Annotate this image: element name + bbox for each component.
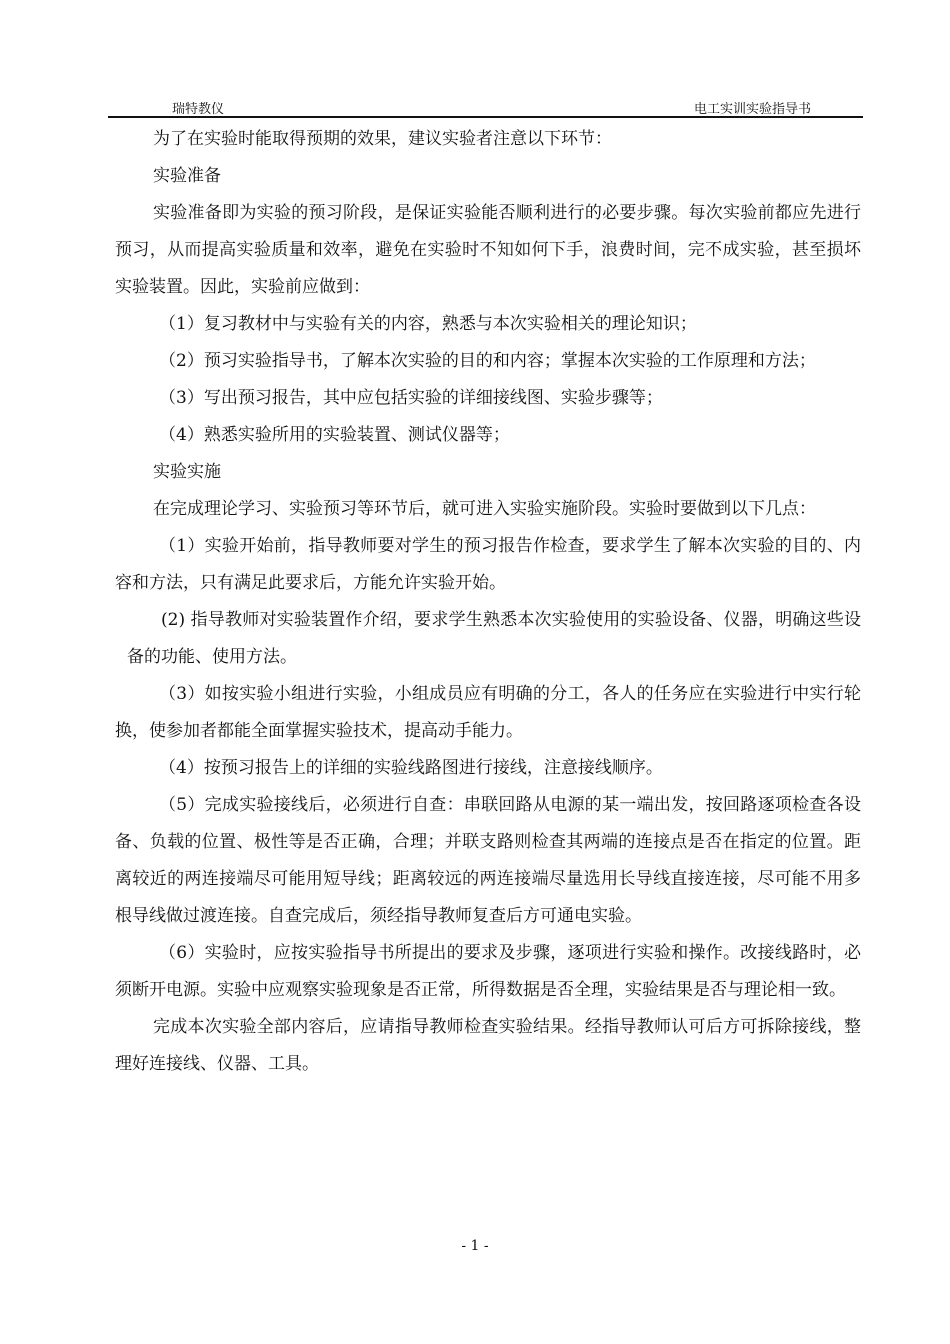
- preparation-item-4: （4）熟悉实验所用的实验装置、测试仪器等；: [159, 425, 510, 445]
- header-publisher: 瑞特教仪: [172, 102, 225, 117]
- header-document-title: 电工实训实验指导书: [693, 102, 811, 117]
- implementation-item-2: (2) 指导教师对实验装置作介绍，要求学生熟悉本次实验使用的实验设备、仪器，明确这些设备的功能、使用方法。: [127, 610, 861, 667]
- implementation-item-4: （4）按预习报告上的详细的实验线路图进行接线，注意接线顺序。: [159, 758, 663, 778]
- section-heading-preparation: 实验准备: [153, 166, 221, 186]
- preparation-item-1: （1）复习教材中与实验有关的内容，熟悉与本次实验相关的理论知识；: [159, 314, 697, 334]
- closing-paragraph: 完成本次实验全部内容后，应请指导教师检查实验结果。经指导教师认可后方可拆除接线，整理好连接线、仪器、工具。: [115, 1017, 861, 1074]
- preparation-item-3: （3）写出预习报告，其中应包括实验的详细接线图、实验步骤等；: [159, 388, 663, 408]
- page-header: [108, 96, 863, 118]
- implementation-paragraph: 在完成理论学习、实验预习等环节后，就可进入实验实施阶段。实验时要做到以下几点：: [153, 499, 816, 519]
- body-text: [115, 121, 861, 1083]
- section-heading-implementation: 实验实施: [153, 462, 221, 482]
- implementation-item-3: （3）如按实验小组进行实验，小组成员应有明确的分工，各人的任务应在实验进行中实行轮换，使参加者都能全面掌握实验技术，提高动手能力。: [115, 684, 861, 741]
- intro-paragraph: 为了在实验时能取得预期的效果，建议实验者注意以下环节：: [153, 129, 612, 149]
- implementation-item-6: （6）实验时，应按实验指导书所提出的要求及步骤，逐项进行实验和操作。改接线路时，必须断开电源。实验中应观察实验现象是否正常，所得数据是否全理，实验结果是否与理论相一致。: [115, 943, 861, 1000]
- implementation-item-1: （1）实验开始前，指导教师要对学生的预习报告作检查，要求学生了解本次实验的目的、内容和方法，只有满足此要求后，方能允许实验开始。: [115, 536, 861, 593]
- preparation-item-2: （2）预习实验指导书，了解本次实验的目的和内容；掌握本次实验的工作原理和方法；: [159, 351, 816, 371]
- preparation-paragraph: 实验准备即为实验的预习阶段，是保证实验能否顺利进行的必要步骤。每次实验前都应先进行预习，从而提高实验质量和效率，避免在实验时不知如何下手，浪费时间，完不成实验，甚至损坏实验装置。因此，实验前应做到：: [115, 203, 861, 297]
- page-number: - 1 -: [461, 1238, 489, 1254]
- implementation-item-5: （5）完成实验接线后，必须进行自查：串联回路从电源的某一端出发，按回路逐项检查各设备、负载的位置、极性等是否正确，合理；并联支路则检查其两端的连接点是否在指定的位置。距离较近的两连接端尽可能用短导线；距离较远的两连接端尽量选用长导线直接连接，尽可能不用多根导线做过渡连接。自查完成后，须经指导教师复查后方可通电实验。: [115, 795, 861, 926]
